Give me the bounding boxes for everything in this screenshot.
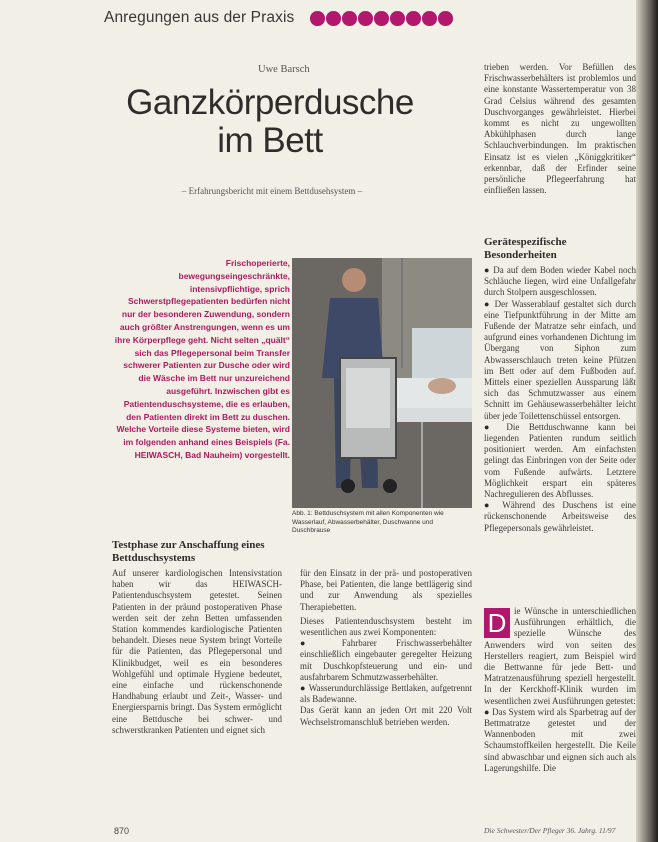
col3-bullet-1: Da auf dem Boden wieder Kabel noch Schläuche liegen, wird eine Unfallgefahr durch Stolpern ausgeschlossen.	[484, 265, 636, 298]
column-2-text	[300, 568, 472, 728]
photo-illustration	[292, 258, 472, 508]
col2-bullet-2: Wasserundurchlässige Bettlaken, aufgetrennt als Badewanne.	[300, 683, 472, 705]
col2-bullet-1: Fahrbarer Frischwasserbehälter einschließlich eingebauter geregelter Heizung mit Duschkopfsteuerung und ein- und ausfahrbarem Schmutzwasserbehälter.	[300, 638, 473, 682]
article-author: Uwe Barsch	[258, 64, 310, 75]
col3-bottom-paragraph: ie Wünsche in unterschiedlichen Ausführungen erhältlich, die spezielle Wünsche des Anwenders wird von seiten des Herstellers reagiert, zum Beispiel wird die Bettwanne für jede Bett- und Matratzenausführung speziell hergestellt. In der Kerckhoff-Klinik wurden im wesentlichen zwei Ausführungen getestet:	[484, 606, 636, 706]
book-gutter	[636, 0, 658, 842]
photo-caption: Abb. 1: Bettduschsystem mit allen Komponenten wie Wasserlauf, Abwasserbehälter, Duschwanne und Duschbrause	[292, 510, 444, 534]
rubric-dot	[422, 11, 437, 26]
bullet-icon: ●	[484, 706, 493, 717]
bullet-icon: ●	[484, 265, 494, 275]
title-line-2: im Bett	[217, 121, 323, 160]
bullet-icon: ●	[300, 638, 342, 649]
section1-heading: Testphase zur Anschaffung eines Bettduschsystems	[112, 539, 265, 564]
col2-paragraph-a: für den Einsatz in der prä- und postoperativen Phase, bei Patienten, die lange bettlägerig sind und zur Anwendung als spezielles Therapiebetten.	[300, 568, 472, 612]
bullet-icon: ●	[300, 683, 309, 694]
section2-heading: Gerätespezifische Besonderheiten	[484, 236, 567, 261]
col2-paragraph-c: Das Gerät kann an jeden Ort mit 220 Volt Wechselstromanschluß betrieben werden.	[300, 705, 472, 727]
col3-bullet-2: Der Wasserablauf gestaltet sich durch eine Tiefpunktführung in der Mitte am Fußende der Matratze sehr einfach, und aufgrund eines vorhandenen Dichtung im Übergang von Siphon zum Abwasserschlauch treten keine Pfützen im Bett oder auf dem Fußboden auf. Mittels einer speziellen Aussparung läßt sich das Schmutzwasser aus einem Schnitt im Gehäusewasserbehälter leicht über jede Toilettenschüssel entsorgen.	[484, 298, 637, 421]
section-rubric: Anregungen aus der Praxis	[104, 9, 295, 26]
journal-footer: Die Schwester/Der Pfleger 36. Jahrg. 11/97	[484, 826, 616, 835]
bullet-icon: ●	[484, 298, 495, 309]
section1-body: Auf unserer kardiologischen Intensivstation haben wir das HEIWASCH-Patientenduschsystem getestet. Seinen Patienten in der präund postoperativen Phase werden seit der zehn Betten umfassenden Station kommendes kardiologische Patienten behandelt. Dieses neue System bringt Vorteile für die Patienten, das Pflegepersonal und Klinikbudget, weil es ein besonderes Wohlgefühl und optimale Hygiene bedeutet, eine einfache und rückenschonende Handhabung erlaubt und Zeit-, Wasser- und Energiersparnis bringt. Das System ermöglicht eine Bettdusche bei schwer- und schwerstkranken Patienten und eignet sich	[112, 568, 282, 735]
bullet-icon: ●	[484, 421, 507, 432]
title-line-1: Ganzkörperdusche	[126, 83, 414, 122]
rubric-dots	[310, 11, 453, 26]
rubric-dot	[374, 11, 389, 26]
col3-bullet-3: Die Bettduschwanne kann bei liegenden Patienten rundum seitlich positioniert werden. Am einfachsten gelingt das Einbringen von der Seite oder vom Fußende aufwärts. Letztere Möglichkeit erspart ein späteres Nachregulieren des Abflusses.	[484, 421, 637, 500]
column-3-top-text: trieben werden. Vor Befüllen des Frischwasserbehälters ist problemlos und eine konstante Wassertemperatur von 38 Grad Celsius während des gesamten Duschvorganges gewährleistet. Hierbei kommt es nicht zu ungewollten Abkühlphasen durch lange Schlauchverbindungen. Im praktischen Einsatz ist es vielen „Königgkritiker“ erkennbar, daß der Erfinder seine persönliche Pflegeerfahrung hat einfließen lassen.	[484, 62, 636, 196]
col2-paragraph-b: Dieses Patientenduschsystem besteht im wesentlichen aus zwei Komponenten:	[300, 615, 472, 638]
rubric-dot	[342, 11, 357, 26]
rubric-dot	[406, 11, 421, 26]
rubric-dot	[326, 11, 341, 26]
column-1-text	[112, 568, 282, 736]
rubric-dot	[390, 11, 405, 26]
article-intro: Frischoperierte, bewegungseingeschränkte, intensivpflichtige, sprich Schwerstpflegepatienten bedürfen nicht nur der besonderen Zuwendung, sondern auch größter Anstrengungen, wenn es um ihre Körperpflege geht. Nicht selten „quält“ sich das Pflegepersonal beim Transfer schwerer Patienten zur Dusche oder wird die Wäsche im Bett nur unzureichend ausgeführt. Inzwischen gibt es Patientenduschsysteme, die es erlauben, den Patienten direkt im Bett zu duschen. Welche Vorteile diese Systeme bieten, wird im folgenden anhand eines Beispiels (Fa. HEIWASCH, Bad Nauheim) vorgestellt.	[114, 258, 290, 460]
col3-bullet-5: Das System wird als Sparbetrag auf der Bettmatratze getestet und der Wannenboden mit zwei Schaumstoffkeilen hergestellt. Die Keile sind abwaschbar und eignen sich auch als Lagerungshilfe. Die	[484, 706, 637, 773]
rubric-dot	[438, 11, 453, 26]
col3-bullet-4: Während des Duschens ist eine rückenschonende Arbeitsweise des Pflegepersonals gewährleistet.	[484, 500, 637, 533]
article-title	[120, 84, 420, 160]
column-3-bottom-text	[484, 606, 636, 774]
page-number: 870	[114, 826, 130, 836]
drop-cap: D	[484, 608, 510, 638]
column-3-bullets	[484, 265, 636, 534]
article-subtitle: – Erfahrungsbericht mit einem Bettdusehsystem –	[181, 186, 363, 196]
rubric-dot	[310, 11, 325, 26]
bed-shower-photo	[292, 258, 472, 508]
bullet-icon: ●	[484, 500, 503, 511]
rubric-dot	[358, 11, 373, 26]
